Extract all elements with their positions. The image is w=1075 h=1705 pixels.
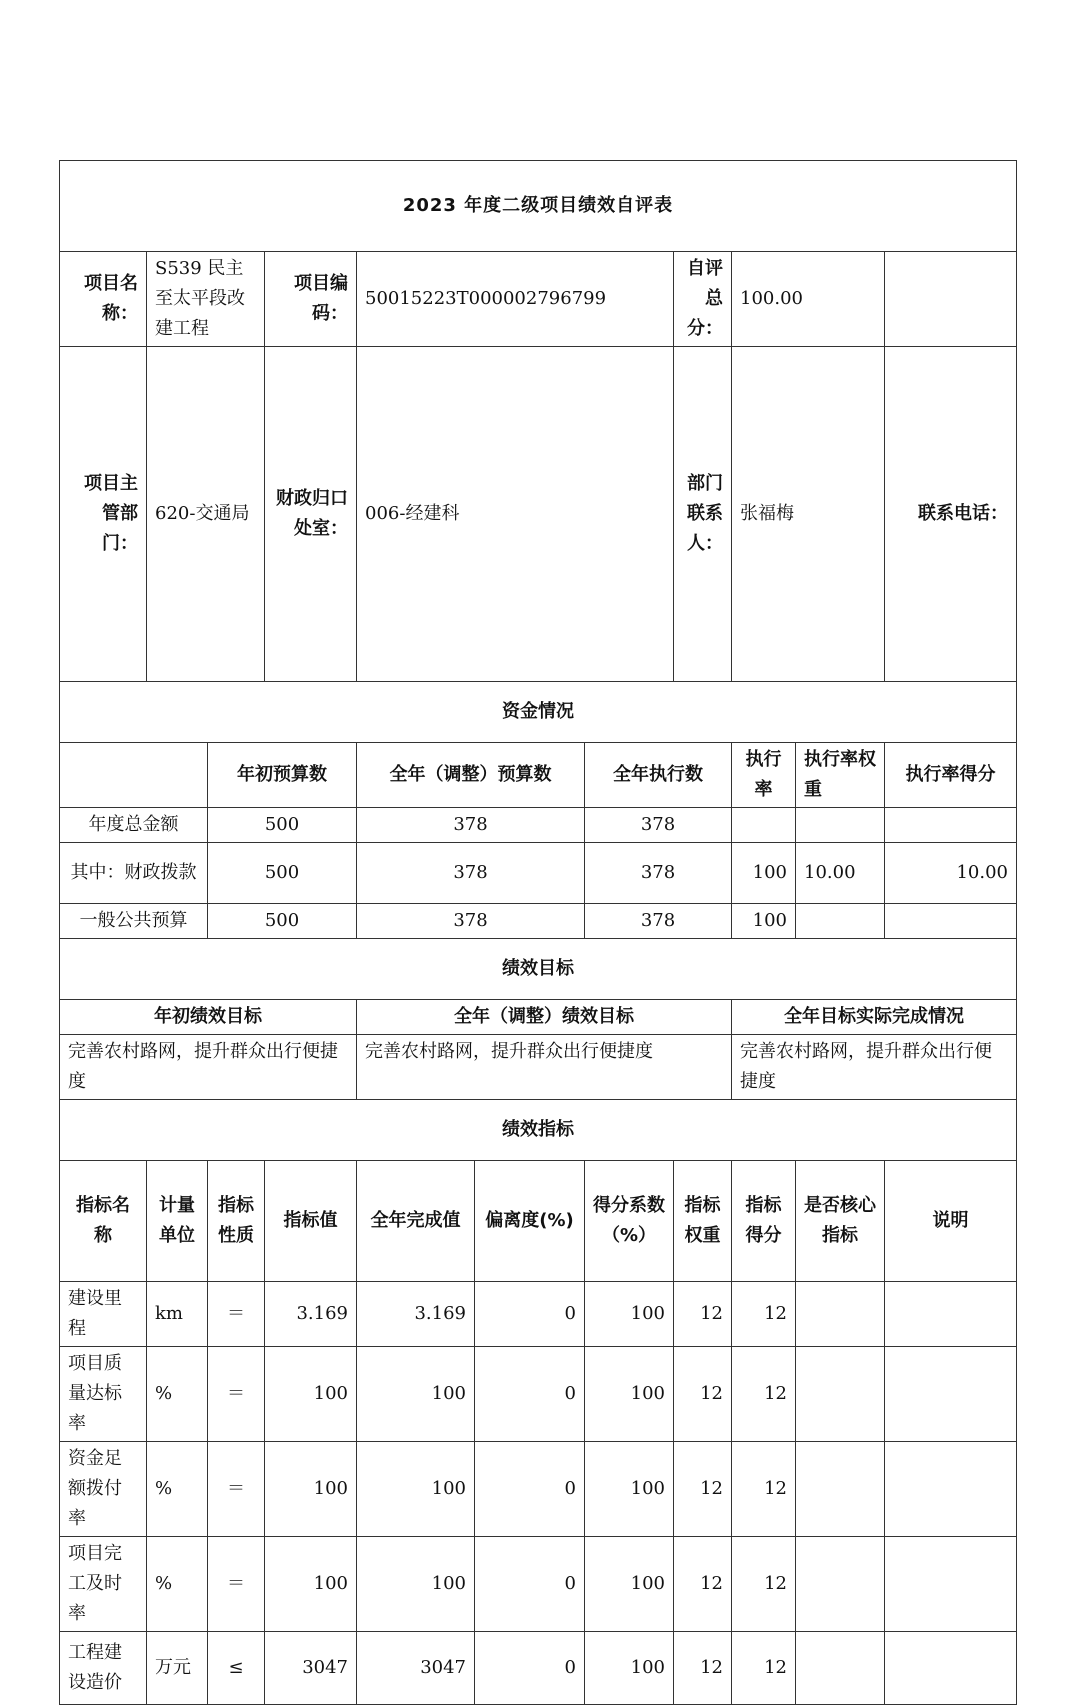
indicator-weight: 12 xyxy=(674,1442,732,1537)
funds-cell: 10.00 xyxy=(796,843,885,904)
indicator-completed: 100 xyxy=(357,1537,475,1632)
dept-label: 项目主管部门： xyxy=(60,347,147,682)
page-title: 2023 年度二级项目绩效自评表 xyxy=(60,161,1017,252)
funds-cell: 378 xyxy=(357,843,585,904)
indicator-header: 说明 xyxy=(885,1161,1017,1282)
self-score-value: 100.00 xyxy=(732,252,885,347)
indicator-core xyxy=(796,1442,885,1537)
finance-value: 006-经建科 xyxy=(357,347,674,682)
indicator-note xyxy=(885,1282,1017,1347)
indicator-weight: 12 xyxy=(674,1632,732,1705)
self-score-label: 自评总分： xyxy=(674,252,732,347)
funds-cell: 500 xyxy=(208,808,357,843)
dept-value: 620-交通局 xyxy=(147,347,265,682)
indicator-nature: ＝ xyxy=(208,1537,265,1632)
indicator-unit: % xyxy=(147,1537,208,1632)
project-code-value: 50015223T000002796799 xyxy=(357,252,674,347)
funds-header: 全年执行数 xyxy=(585,743,732,808)
indicator-name: 工程建设造价 xyxy=(60,1632,147,1705)
goal-actual: 完善农村路网，提升群众出行便捷度 xyxy=(732,1035,1017,1100)
funds-cell: 378 xyxy=(585,808,732,843)
indicators-section-title: 绩效指标 xyxy=(60,1100,1017,1161)
indicator-row xyxy=(60,1442,1017,1537)
funds-cell xyxy=(732,808,796,843)
indicator-note xyxy=(885,1632,1017,1705)
funds-cell: 378 xyxy=(357,904,585,939)
indicator-score: 12 xyxy=(732,1442,796,1537)
indicator-header: 得分系数（%） xyxy=(585,1161,674,1282)
indicator-core xyxy=(796,1347,885,1442)
funds-section-title: 资金情况 xyxy=(60,682,1017,743)
indicator-unit: % xyxy=(147,1442,208,1537)
goals-header: 年初绩效目标 xyxy=(60,1000,357,1035)
evaluation-table xyxy=(59,160,1017,1705)
indicator-name: 资金足额拨付率 xyxy=(60,1442,147,1537)
indicator-header: 指标性质 xyxy=(208,1161,265,1282)
indicator-unit: km xyxy=(147,1282,208,1347)
funds-header: 执行率权重 xyxy=(796,743,885,808)
indicator-completed: 3047 xyxy=(357,1632,475,1705)
indicator-deviation: 0 xyxy=(475,1537,585,1632)
indicator-coefficient: 100 xyxy=(585,1537,674,1632)
funds-cell xyxy=(796,904,885,939)
indicator-weight: 12 xyxy=(674,1537,732,1632)
indicator-header: 指标名称 xyxy=(60,1161,147,1282)
indicator-nature: ≤ xyxy=(208,1632,265,1705)
funds-cell: 100 xyxy=(732,843,796,904)
funds-cell: 10.00 xyxy=(885,843,1017,904)
funds-cell: 378 xyxy=(585,843,732,904)
indicator-header: 偏离度(%) xyxy=(475,1161,585,1282)
indicator-note xyxy=(885,1347,1017,1442)
funds-header: 执行率 xyxy=(732,743,796,808)
project-name-label: 项目名称： xyxy=(60,252,147,347)
goals-header: 全年目标实际完成情况 xyxy=(732,1000,1017,1035)
indicator-header: 指标得分 xyxy=(732,1161,796,1282)
indicator-name: 建设里程 xyxy=(60,1282,147,1347)
indicator-row xyxy=(60,1347,1017,1442)
funds-cell: 500 xyxy=(208,904,357,939)
indicator-weight: 12 xyxy=(674,1282,732,1347)
indicator-target: 100 xyxy=(265,1442,357,1537)
indicator-header: 指标值 xyxy=(265,1161,357,1282)
goals-header: 全年（调整）绩效目标 xyxy=(357,1000,732,1035)
goal-initial: 完善农村路网，提升群众出行便捷度 xyxy=(60,1035,357,1100)
funds-cell xyxy=(796,808,885,843)
indicator-header: 计量单位 xyxy=(147,1161,208,1282)
indicator-header: 全年完成值 xyxy=(357,1161,475,1282)
funds-header: 执行率得分 xyxy=(885,743,1017,808)
indicator-header: 指标权重 xyxy=(674,1161,732,1282)
indicator-coefficient: 100 xyxy=(585,1282,674,1347)
indicator-completed: 3.169 xyxy=(357,1282,475,1347)
indicator-row xyxy=(60,1282,1017,1347)
indicator-coefficient: 100 xyxy=(585,1442,674,1537)
funds-cell xyxy=(885,808,1017,843)
indicator-deviation: 0 xyxy=(475,1347,585,1442)
indicator-target: 3.169 xyxy=(265,1282,357,1347)
contact-label: 部门联系人： xyxy=(674,347,732,682)
indicator-score: 12 xyxy=(732,1537,796,1632)
indicator-target: 100 xyxy=(265,1537,357,1632)
indicator-target: 100 xyxy=(265,1347,357,1442)
indicator-weight: 12 xyxy=(674,1347,732,1442)
funds-cell: 100 xyxy=(732,904,796,939)
indicator-deviation: 0 xyxy=(475,1632,585,1705)
indicator-nature: ＝ xyxy=(208,1347,265,1442)
indicator-row xyxy=(60,1537,1017,1632)
indicator-score: 12 xyxy=(732,1347,796,1442)
contact-value: 张福梅 xyxy=(732,347,885,682)
indicator-name: 项目质量达标率 xyxy=(60,1347,147,1442)
finance-label: 财政归口处室： xyxy=(265,347,357,682)
indicator-core xyxy=(796,1537,885,1632)
indicator-unit: % xyxy=(147,1347,208,1442)
funds-row-label: 一般公共预算 xyxy=(60,904,208,939)
indicator-note xyxy=(885,1537,1017,1632)
project-code-label: 项目编码： xyxy=(265,252,357,347)
indicator-nature: ＝ xyxy=(208,1442,265,1537)
empty-cell xyxy=(885,252,1017,347)
indicator-score: 12 xyxy=(732,1282,796,1347)
funds-row-label: 其中：财政拨款 xyxy=(60,843,208,904)
indicator-core xyxy=(796,1632,885,1705)
funds-cell: 378 xyxy=(357,808,585,843)
phone-label: 联系电话： xyxy=(885,347,1017,682)
funds-header xyxy=(60,743,208,808)
funds-cell xyxy=(885,904,1017,939)
indicator-header: 是否核心指标 xyxy=(796,1161,885,1282)
goal-adjusted: 完善农村路网，提升群众出行便捷度 xyxy=(357,1035,732,1100)
indicator-deviation: 0 xyxy=(475,1442,585,1537)
project-name-value: S539 民主至太平段改建工程 xyxy=(147,252,265,347)
indicator-coefficient: 100 xyxy=(585,1347,674,1442)
funds-cell: 378 xyxy=(585,904,732,939)
indicator-nature: ＝ xyxy=(208,1282,265,1347)
indicator-target: 3047 xyxy=(265,1632,357,1705)
indicator-row xyxy=(60,1632,1017,1705)
indicator-deviation: 0 xyxy=(475,1282,585,1347)
indicator-coefficient: 100 xyxy=(585,1632,674,1705)
indicator-score: 12 xyxy=(732,1632,796,1705)
indicator-core xyxy=(796,1282,885,1347)
funds-header: 年初预算数 xyxy=(208,743,357,808)
indicator-unit: 万元 xyxy=(147,1632,208,1705)
indicator-completed: 100 xyxy=(357,1347,475,1442)
indicator-completed: 100 xyxy=(357,1442,475,1537)
funds-row-label: 年度总金额 xyxy=(60,808,208,843)
indicator-name: 项目完工及时率 xyxy=(60,1537,147,1632)
indicator-rows xyxy=(60,1282,1017,1705)
indicator-note xyxy=(885,1442,1017,1537)
goals-section-title: 绩效目标 xyxy=(60,939,1017,1000)
funds-cell: 500 xyxy=(208,843,357,904)
funds-header: 全年（调整）预算数 xyxy=(357,743,585,808)
